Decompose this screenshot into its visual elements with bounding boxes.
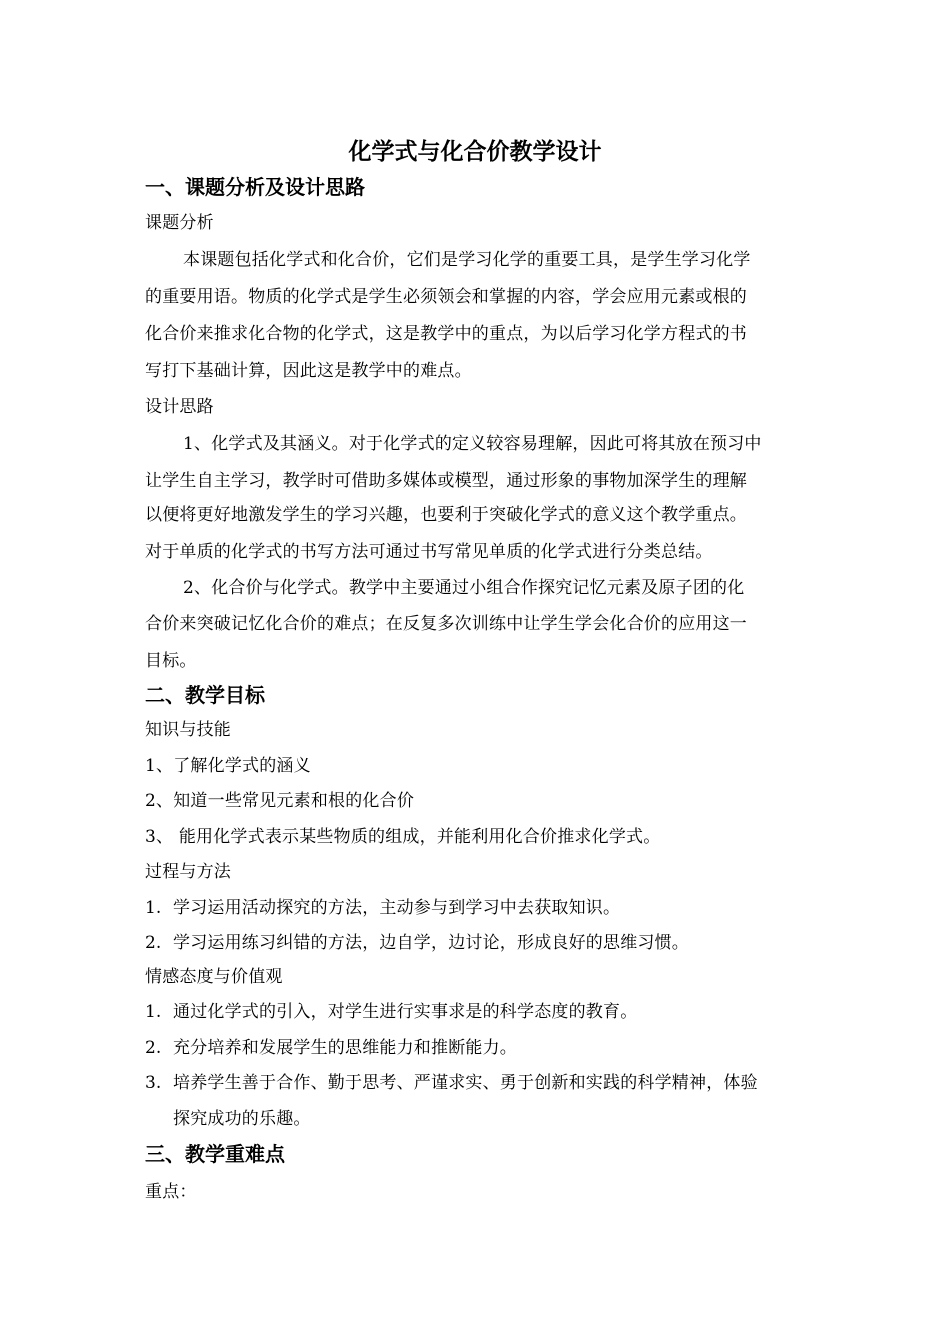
subheading-key-points: 重点： <box>145 1182 197 1202</box>
section-heading-1: 一、课题分析及设计思路 <box>145 175 365 199</box>
list-item: 充分培养和发展学生的思维能力和推断能力。 <box>173 1038 517 1058</box>
objective-item: 3、 能用化学式表示某些物质的组成，并能利用化合价推求化学式。 <box>145 827 661 847</box>
list-number: 3. <box>145 1073 162 1093</box>
section-heading-3: 三、教学重难点 <box>145 1142 285 1166</box>
paragraph-line: 让学生自主学习，教学时可借助多媒体或模型，通过形象的事物加深学生的理解 <box>145 471 747 491</box>
subheading-emotion-values: 情感态度与价值观 <box>145 967 283 987</box>
paragraph-line: 对于单质的化学式的书写方法可通过书写常见单质的化学式进行分类总结。 <box>145 542 713 562</box>
subheading-topic-analysis: 课题分析 <box>145 213 214 233</box>
subheading-design-idea: 设计思路 <box>145 397 214 417</box>
list-number: 1. <box>145 1002 162 1022</box>
paragraph-line: 目标。 <box>145 651 197 671</box>
list-item-continued: 探究成功的乐趣。 <box>173 1109 311 1129</box>
list-item: 学习运用练习纠错的方法，边自学，边讨论，形成良好的思维习惯。 <box>173 933 689 953</box>
section-heading-2: 二、教学目标 <box>145 683 265 707</box>
paragraph-line: 化合价来推求化合物的化学式，这是教学中的重点，为以后学习化学方程式的书 <box>145 324 747 344</box>
list-number: 2. <box>145 933 162 953</box>
paragraph-line: 1、化学式及其涵义。对于化学式的定义较容易理解，因此可将其放在预习中 <box>183 434 762 454</box>
subheading-knowledge-skills: 知识与技能 <box>145 720 231 740</box>
list-item: 通过化学式的引入，对学生进行实事求是的科学态度的教育。 <box>173 1002 638 1022</box>
paragraph-line: 本课题包括化学式和化合价，它们是学习化学的重要工具，是学生学习化学 <box>183 250 751 270</box>
list-item: 学习运用活动探究的方法，主动参与到学习中去获取知识。 <box>173 898 621 918</box>
page-title: 化学式与化合价教学设计 <box>348 139 602 165</box>
list-number: 2. <box>145 1038 162 1058</box>
subheading-process-method: 过程与方法 <box>145 862 231 882</box>
paragraph-line: 2、化合价与化学式。教学中主要通过小组合作探究记忆元素及原子团的化 <box>183 578 745 598</box>
paragraph-line: 合价来突破记忆化合价的难点；在反复多次训练中让学生学会化合价的应用这一 <box>145 614 747 634</box>
paragraph-line: 写打下基础计算，因此这是教学中的难点。 <box>145 361 472 381</box>
list-number: 1. <box>145 898 162 918</box>
objective-item: 2、知道一些常见元素和根的化合价 <box>145 791 415 811</box>
objective-item: 1、了解化学式的涵义 <box>145 756 311 776</box>
paragraph-line: 的重要用语。物质的化学式是学生必须领会和掌握的内容，学会应用元素或根的 <box>145 287 747 307</box>
list-item: 培养学生善于合作、勤于思考、严谨求实、勇于创新和实践的科学精神，体验 <box>173 1073 758 1093</box>
paragraph-line: 以便将更好地激发学生的学习兴趣，也要利于突破化学式的意义这个教学重点。 <box>145 505 747 525</box>
